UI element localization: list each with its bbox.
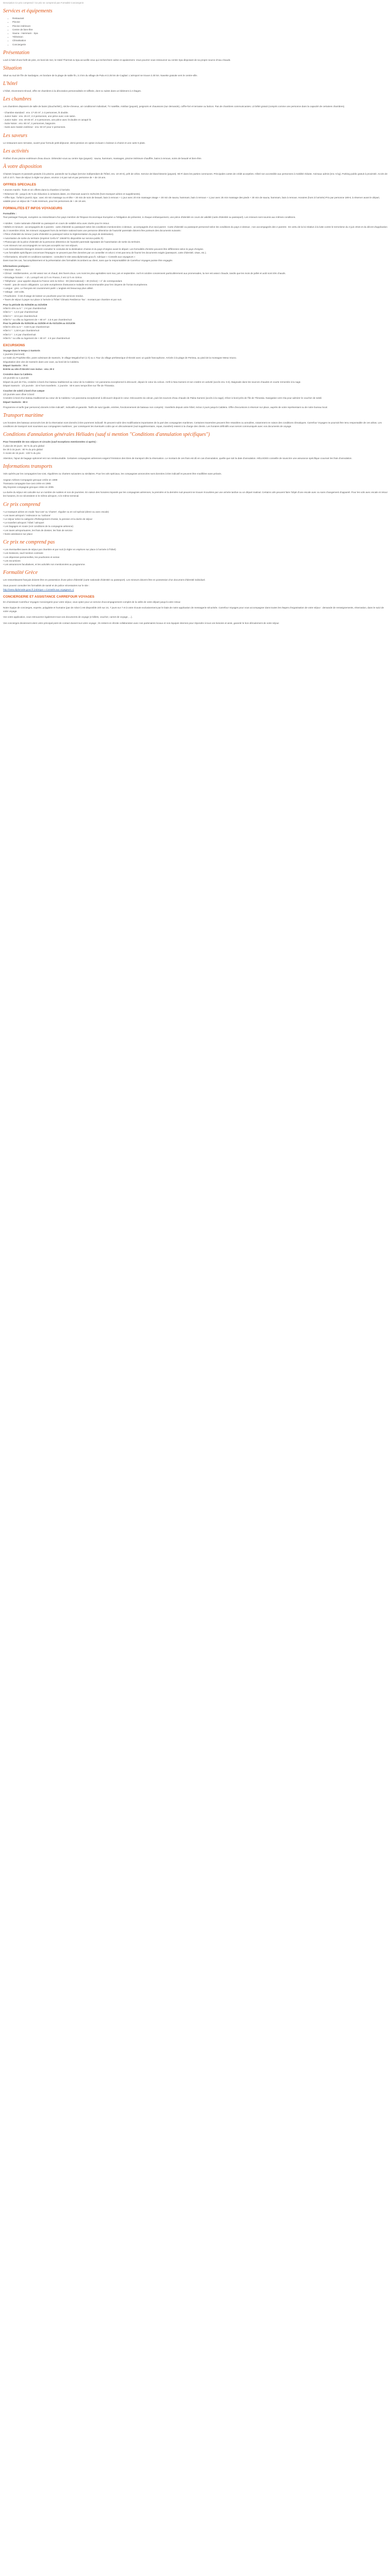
page-header-description: Description Ce prix comprend / Ce prix ne comprend pas Formalité Conciergerie xyxy=(3,2,84,4)
formalites-paragraphs xyxy=(3,215,388,262)
dispo-title: À votre disposition xyxy=(3,164,42,170)
offre-line: • Offre Spa : forfait 5 jours/1 Spa : avec 40 min massage ou et tête + 30 min de soin de beauté, bain à remous + 1 jour avec 20 min massage visage + 30 min de sauna, hammam, bain à remous + 1 jour avec 25 min massage des pieds + 30 min de sauna, hammam, bain à remous. Horaires (hors à l'arrivée) Prix par personne 189 €, à réserver avant le départ, valable pour un séjour de 7 nuits minimum, pour les personnes de + de 18 ans. xyxy=(3,196,380,203)
chambre-line: - Suite Notos : env. 60 m², 2 personnes, baignoire. xyxy=(3,122,56,125)
hotel-text: L'hôtel, récemment rénové, offre 32 chambres à la décoration personnalisée et raffinée, dont 11 suites dans un bâtiment à 2 étages. xyxy=(3,90,141,93)
tax-line: Hôtel 4 * : 1,5 € par chambre/nuit xyxy=(3,311,38,314)
excursion-line: Le matin du Prophète Élie, point culminant de Santorin, le village Megalochori (1 h) ou 1 Tour du village prehistorique d'Akrotiri avec un guide francophone. Arrivée à la plage de Perissa, au pied de la montagne Mesa Vouno. xyxy=(3,357,237,360)
formalites-paragraph: • Pièce d'identité du mineur (carte d'identité ou passeport selon la réglementation du pays de destination). xyxy=(3,233,114,236)
excursion-santorin xyxy=(3,349,388,371)
saveurs-text: Le restaurant avec terrasse, ouvert pour formule petit-déjeuner, demi-pension en option incluant 1 boisson à choisir et une carte 5 plats. xyxy=(3,141,145,144)
services-title: Services et équipements xyxy=(3,8,53,14)
tax-line: Hôtel 5 * ou villa ou logement de + 80 m² : 4 € par chambre/nuit xyxy=(3,336,70,340)
annulation-line: De 30 à 15 jours : 80 % du prix global xyxy=(3,448,43,451)
prix-comprend-line: • Notre assistance sur place xyxy=(3,532,33,535)
infos-transports-text: La durée du séjour est calculée sur un nombre de nuitées et non de journées. En raison des horaires imposés par les compagnies aériennes, la première et la dernière nuit peuvent se trouver écourtées par une arrivée tardive ou un départ matinal. Certains vols peuvent faire l'objet d'une escale avec ou sans changement d'appareil. Pour les vols avec escale et retour les horaires, ils ne nécessitent ni le même aéroport, ni le même terminal. xyxy=(3,491,388,498)
tax-list xyxy=(3,303,388,340)
situation-text: Situé au sud de l'île de Sardaigne, en bordure de la plage de sable fin, à 3 km du village de Pula et à 25 km de Cagliari. L'aéroport se trouve à 30 km. Navette gratuite vers le centre-ville. xyxy=(3,74,198,77)
formalites-paragraph: • Adultes : Carte nationale d'identité ou passeport en cours de validité et/ou avec durée pour le retour. xyxy=(3,222,110,225)
formalite-grece-line: Les ressortissants français doivent être en possession d'une pièce d'identité (carte nationale d'identité ou passeport). Les mineurs doivent être en possession d'un document d'identité individuel. xyxy=(3,579,206,582)
excursion-price: Départ Santorin : 80 € xyxy=(3,400,28,403)
transport-text: Les horaires des bateaux annoncés lors de la réservation sont donnés à titre purement indicatif. Ils peuvent subir des modifications importantes de la part des compagnies maritimes. Certaines traversées peuvent être retardées ou annulées, notamment en raison des conditions climatiques. Carrefour Voyages ne pourrait être tenu responsable de ces aléas. Les conditions de transport sont soumises aux compagnies maritimes ; par conséquent les éventuels coûts qui en découleraient (nuit supplémentaire, repas, transfert) restent à la charge des clients. Les horaires définitifs vous seront communiqués avec vos documents de voyage. xyxy=(3,421,382,428)
chambres-title: Les chambres xyxy=(3,96,31,103)
service-item: • Restaurant xyxy=(12,16,388,20)
excursion-line: Croisière à bord d'un bateau traditionnel au cœur de la Caldeira ! Un panorama exceptionnel à découvrir depuis le cœur. Découverte du volcan, puis les sources d'eau chaude de Palea Kameni (accès à la nage). Dîner à bord près de l'île de Thirassia. Navigation vers Oia pour admirer le coucher de soleil. xyxy=(3,397,322,400)
formalites-paragraph: • Informations, sécurité et conditions sanitaires : consultez le site www.diplomatie.gouv.fr, rubrique « Conseils aux voyageurs » xyxy=(3,255,136,258)
excursions-title: EXCURSIONS xyxy=(3,343,25,347)
prix-ne-comprend-line: • Les boissons, sauf mention contraire xyxy=(3,552,43,555)
excursion-croisiere xyxy=(3,372,388,387)
formalites-paragraph: • Bébés et mineurs : accompagnés de 2 parents : carte d'identité ou passeport selon les conditions mentionnées ci-dessus ; accompagnés d'un seul parent : Carte d'identité ou passeport personnel selon les conditions du pays ci-dessus ; non accompagnés des 2 parents : En vertu de la loi relative à la lutte contre le terrorisme du 3 juin 2016 et du décret d'application du 2 novembre 2016, les mineurs voyageant hors du territoire national sans une personne détentrice de l'autorité parentale doivent être porteurs des documents suivants : xyxy=(3,225,387,232)
excursion-line: Départ Santorin : 1/2 journée : 33 € hors transferts ; 1 journée : 50 € avec temps libre sur l'île de Thirassia. xyxy=(3,384,115,387)
prix-comprend-line: • Les taxes aéroport / redevance ou 'carbone' xyxy=(3,514,51,517)
tax-period: Pour la période du 01/01/26 au 31/3/26 et du 01/11/26 au 31/12/26 xyxy=(3,321,75,325)
formalites-paragraph: • Les formalités spécifiques concernant l'Espagne ne peuvent pas être données par un conseiller et celui-ci n'est pas tenu de fournir les documents exigés (passeport, carte d'identité, visas, etc.). xyxy=(3,251,207,255)
info-line: • Santé : pas de vaccin obligatoire. La carte européenne d'assurance maladie est recommandée pour les citoyens de l'Union Européenne. xyxy=(3,283,148,286)
excursion-line: 1/2 journée avec dîner à bord xyxy=(3,393,35,396)
excursion-name: Voyage dans le temps à Santorin xyxy=(3,349,40,352)
excursions-note: Programme et tarifs (par personne) donnés à titre indicatif ; Indicatifs et garantis. Tarifs de suivi (guide, entrées, fonctionnement de bateaux non compris) : transferts depuis votre hôtel, inclus 2 jours jusqu'à Caldeira. Offre d'excursions à réserver sur place, auprès de votre représentant ou de notre bureau local. xyxy=(3,405,328,409)
conciergerie-paragraph: En choisissant Carrefour Voyages Conciergerie pour votre séjour, vous optez pour un service d'accompagnement complet de la veille de votre départ jusqu'à votre retour. xyxy=(3,600,181,603)
tax-line: Hôtel 4 * : 1,50 € par chambre/nuit xyxy=(3,329,39,332)
excursion-line: Départ du port de Fira, croisière à bord d'un bateau traditionnel au cœur de la Caldeira ! Un panorama exceptionnel à découvrir, depuis le cœur du volcan. Arrêt à Nea Kameni et son cratère en activité (accès env. 5 €). Baignade dans les sources chaudes et courte remontée à la nage. xyxy=(3,380,301,383)
compagnie-line: Sky Express compagnie grecque créée en 2005 xyxy=(3,486,54,489)
prix-ne-comprend-line: • Les assurances facultatives, et les activités non mentionnées au programme. xyxy=(3,563,86,566)
conciergerie-paragraph: Vos concierges deviennent alors votre principal point de contact durant tout votre voyage ; ils restent en étroite collaboration avec nos partenaires locaux et nos équipes internes pour répondre à tous vos besoins et ainsi, garantir le bon déroulement de votre séjour. xyxy=(3,621,280,624)
infos-transports-title: Informations transports xyxy=(3,464,53,470)
info-line: • Monnaie : Euro xyxy=(3,268,21,272)
chambre-line: - Chambre standard : env. 17-20 m², 1-2 personnes, lit double. xyxy=(3,111,69,114)
saveurs-title: Les saveurs xyxy=(3,132,27,139)
prix-ne-comprend-line: • Les excursions xyxy=(3,559,21,562)
info-pratiques-list xyxy=(3,268,388,301)
excursion-line: 1/2 journée ou 1 journée xyxy=(3,377,29,380)
chambre-line: - Junior Suite : env. 25 m², 2-3 personnes, une pièce avec coin salon. xyxy=(3,114,76,117)
service-item: • Climatisation xyxy=(12,39,388,42)
service-item: • Télévision xyxy=(12,35,388,39)
offres-title: OFFRES SPECIALES xyxy=(3,183,36,187)
prix-ne-comprend-line: • Les éventuelles taxes de séjour par chambre et par nuit (à régler en espèces sur place à l'arrivée à l'hôtel) xyxy=(3,548,116,551)
formalites-label: Formalités : xyxy=(3,212,17,215)
prix-comprend-line: • Le transfert aéroport / hôtel / aéroport xyxy=(3,521,44,524)
presentation-text: Lové à l'abri d'une forêt de pins, en bord de mer, le Hotel Thermes & Spa accueille ceux qui recherchent calme et apaisement. Vous pourrez vous ressourcer au centre Spa disposant de sa propre source d'eau chaude. xyxy=(3,58,231,61)
formalites-title: FORMALITES ET INFOS VOYAGEURS xyxy=(3,207,62,211)
info-line: • Langue : grec. Le français est couramment parlé. L'anglais est beaucoup plus utilisé. xyxy=(3,287,94,290)
hotel-title: L'hôtel xyxy=(3,81,18,87)
compagnie-line: Aegean Airlines Compagnie grecque créée en 1999 xyxy=(3,478,58,481)
formalites-paragraph: • Les mineurs non accompagnés ne sont pas acceptés sur nos séjours. xyxy=(3,244,78,247)
info-line: • Téléphone : pour appeler depuis la France vers la Grèce : 00 (international) + 30 (Grèce) + n° de correspondant. xyxy=(3,279,123,282)
offre-line: • Jeunes mariés : fruits et vin offerts dans la chambre à l'arrivée. xyxy=(3,189,71,192)
annulation-title: Conditions d'annulation générales Héliades (sauf si mention "Conditions d'annulation spécifiques") xyxy=(3,432,210,438)
excursion-name: Coucher de soleil à bord d'un caïque xyxy=(3,389,45,393)
activites-text: Profitez d'une piscine extérieure d'eau douce. Détendez-vous au centre Spa (payant) : sauna, hammam, massages, piscine intérieure chauffée, bains à remous, soins de beauté et bien-être. xyxy=(3,157,202,160)
tax-period: Pour la période du 01/04/26 au 31/10/26 xyxy=(3,303,47,306)
conciergerie-paragraph: Notre équipe de concierges, experte, polyglotte et humaine (par de robot !) est disponible 24h sur 24, 7 jours sur 7 et à votre écoute exclusivement par le biais de notre application de messagerie sécurisée. Carrefour Voyages pour vous accompagner dans toutes les étapes d'organisation de votre séjour : demande de renseignements, réservation, dans le suivi de votre voyage. xyxy=(3,606,384,613)
formalites-paragraph: • Les ressortissants étrangers doivent consulter le consulat de la destination choisie et du pays d'origine avant le départ. Les formalités d'entrée peuvent être différentes selon le pays d'origine. xyxy=(3,248,204,251)
service-item: • Piscine intérieure xyxy=(12,24,388,28)
tax-line: Hôtel 3 * : 10 € par chambre/nuit xyxy=(3,314,38,317)
offres-list xyxy=(3,188,388,203)
services-list xyxy=(3,16,388,46)
compagnies-list xyxy=(3,478,388,489)
infos-transports-intro: Vols opérés par les compagnies low-cost, régulières ou charters suivantes ou similaires. Pour les vols spéciaux, les compagnies annoncées sont données à titre indicatif et peuvent être modifiées sans préavis. xyxy=(3,472,222,476)
tax-line: Hôtel 5 clés ou 5 * : 0,50 € par chambre/nuit xyxy=(3,326,50,329)
excursion-coucher xyxy=(3,389,388,404)
excursion-name: Croisière dans la Caldeira xyxy=(3,373,32,376)
excursion-price: Entrée au site d'Akrotiri non inclus : env. 20 € xyxy=(3,368,55,370)
compagnie-line: Transavia compagnie low-cost créée en 1965 xyxy=(3,482,51,485)
chambre-line: - Junior Suite : env. 40-45 m², 2-4 personnes, une pièce avec lit double et canapé lit. xyxy=(3,118,92,122)
prix-comprend-line: • Le séjour selon la catégorie d'hébergement choisie, la pension et la durée de séjour xyxy=(3,518,93,521)
tax-line: Hôtel 5 * ou villa ou logement de + 80 m² : 2,5 € par chambre/nuit xyxy=(3,318,72,321)
annulation-label: Pour l'ensemble de nos séjours et circuits (sauf exceptions mentionnées ci-après) : xyxy=(3,440,97,444)
formalites-paragraph: Tout passager français, européen ou ressortissant d'un pays membre de l'Espace Economique Européen a l'obligation de présenter, à chaque embarquement, une pièce d'identité en cours de validité (carte d'identité ou passeport). Les mineurs sont soumis aux mêmes conditions. xyxy=(3,216,296,219)
activites-title: Les activités xyxy=(3,148,29,154)
conciergerie-title: CONCIERGERIE ET ASSISTANCE CARREFOUR VOYAGES xyxy=(3,595,94,599)
excursion-price: Départ Santorin : 70 € xyxy=(3,364,28,367)
chambre-line: - Suite avec bassin extérieur : env. 50 m² pour 2 personnes. xyxy=(3,126,66,129)
prix-ne-comprend-line: • Les dépenses personnelles, les pourboires et extras xyxy=(3,555,60,558)
formalites-paragraph: Dans tous les cas, l'accomplissement et la présentation des formalités incombent au client, sans que la responsabilité de Carrefour Voyages puisse être engagée. xyxy=(3,259,173,262)
formalite-grece-list xyxy=(3,578,388,591)
excursion-line: Dégustation des vins de Santorin dans une cave, au bord de la Caldeira. xyxy=(3,360,79,363)
conciergerie-paragraph: Vos votre application, vous retrouverez également tous vos documents de voyage (e-billets, voucher, carnet de voyage, ...). xyxy=(3,616,133,619)
service-item: • Sauna - Hammam - Spa xyxy=(12,31,388,35)
info-line: • Taxes de séjour à payer sur place à l'arrivée à l'hôtel 'Climatic Resilience Tax' : montant par chambre et par nuit. xyxy=(3,298,122,301)
diplomatie-link[interactable]: http://www.diplomatie.gouv.fr (rubrique « Conseils aux voyageurs ») xyxy=(3,588,74,591)
situation-title: Situation xyxy=(3,65,22,72)
info-line: • Voltage : 220 volts. xyxy=(3,291,25,294)
annulation-text: Attention, l'ajout de bagage optionnel est non remboursable. Certaines compagnies aériennes exigent l'émission des titres de transport dès la réservation. Le montant de ces frais est dû en cas d'annulation, quelle que soit la date d'annulation. HÉLIADES conseille de souscrire une assurance spécifique couvrant les frais d'annulation. xyxy=(3,457,352,460)
transport-title: Transport maritime xyxy=(3,413,44,419)
service-item: • Centre de bien-être xyxy=(12,28,388,31)
info-line: • Pourboires : il est d'usage de laisser un pourboire pour les services rendus. xyxy=(3,294,84,297)
chambres-list xyxy=(3,111,388,129)
annulation-list xyxy=(3,444,388,455)
dispo-text: Chaises longues et parasols gratuits à la piscine, parasols sur la plage (service indépendant de l'hôtel, env. 10-20 €), prêt de vélos. Service de blanchisserie (payant). Wi-Fi dans les parties communes. Principales cartes de crédit acceptées. Hôtel non accessible aux personnes à mobilité réduite. Animaux admis (env. 5 kg). Parking public gratuit à proximité. Accès de 14h à 10 h. Taxe de séjour à régler sur place, environ 1 € par nuit et par personne de + de 18 ans. xyxy=(3,173,388,179)
tax-line: Hôtel 3 * : 1 € par chambre/nuit xyxy=(3,333,36,336)
annulation-line: À plus de 30 jours : 50 % du prix global xyxy=(3,444,44,447)
prix-comprend-line: • Le transport aérien en mode 'low-cost' ou 'charter', régulier ou en vol spécial (direct ou avec escale) xyxy=(3,510,109,513)
info-line: • Décalage horaire : + 1h. Lorsqu'il est 12 h en France, il est 12 h en Grèce. xyxy=(3,276,83,279)
prix-comprend-list xyxy=(3,510,388,536)
presentation-title: Présentation xyxy=(3,49,30,56)
prix-comprend-title: Ce prix comprend xyxy=(3,501,40,507)
chambres-intro: Les chambres disposent de salle de bains (douche/WC), sèche-cheveux, air conditionné individuel, TV satellite, minibar (payant), peignoirs et chaussons (sur demande), coffre-fort et terrasse ou balcon. Pas de chambres communicantes. Lit bébé gratuit (compris comme une personne dans la capacité de certaines chambres). xyxy=(3,105,345,108)
annulation-line: À moins de 15 jours : 100 % du prix xyxy=(3,452,41,455)
offre-line: • Réservez tôt : jusqu'à 25 % de réduction à certaines dates, en réservant avant le 31/01/26 (hors transport aérien et suppléments). xyxy=(3,192,141,195)
info-pratiques-label: Informations pratiques : xyxy=(3,264,30,267)
excursion-line: 1 journée (mercredi) xyxy=(3,353,25,356)
prix-ne-comprend-list xyxy=(3,548,388,566)
info-line: • Climat : méditerranéen, un été assez sec et chaud, des hivers doux. Les mois les plus agréables sont mai, juin et septembre. Avril et octobre conviennent particulièrement aux promenades, la mer est assez chaude, tandis que les mois de juillet et août sont très chauds. xyxy=(3,272,286,275)
formalites-paragraph: • Photocopie de la pièce d'identité de la personne détentrice de l'autorité parentale signataire de l'autorisation de sortie du territoire. xyxy=(3,240,141,243)
prix-ne-comprend-title: Ce prix ne comprend pas xyxy=(3,539,55,546)
formalite-grece-line: Vous pouvez consulter les formalités de santé et de police nécessaires sur le site : xyxy=(3,584,90,587)
tax-line: Hôtel 5 clés ou 5 * : 2 € par chambre/nuit xyxy=(3,307,46,310)
formalite-grece-title: Formalité Grèce xyxy=(3,570,38,576)
prix-comprend-line: • Les bagages en soute (voir conditions de la compagnie aérienne) xyxy=(3,525,73,528)
service-item: • Piscine xyxy=(12,20,388,24)
page xyxy=(0,0,391,625)
service-item: • Conciergerie xyxy=(12,43,388,46)
prix-comprend-line: • Les taxes aéroportuaires, les frais de dossier, les frais de service xyxy=(3,529,73,532)
formalites-paragraph: • Autorisation de sortie du territoire (imprimé Cerfa N° 15646*01 disponible sur service-public.fr) xyxy=(3,236,103,240)
